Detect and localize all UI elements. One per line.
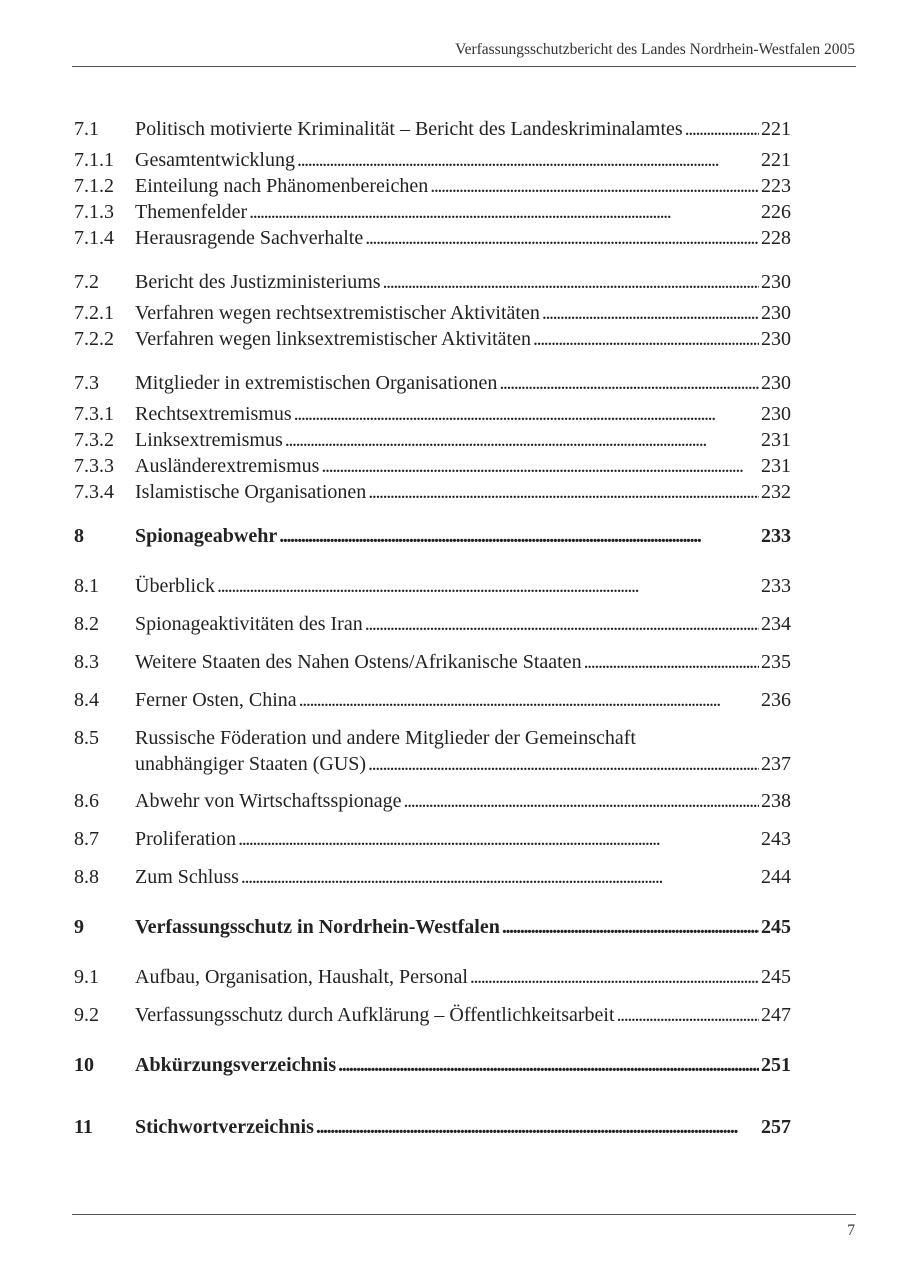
toc-entry-page: 230 bbox=[761, 328, 791, 350]
toc-entry-page: 228 bbox=[761, 227, 791, 249]
toc-entry-page: 251 bbox=[761, 1054, 791, 1076]
toc-entry-page: 230 bbox=[761, 403, 791, 425]
toc-entry-title: Spionageabwehr bbox=[135, 525, 278, 547]
toc-entry-9-1[interactable] bbox=[74, 965, 791, 989]
dot-leader bbox=[542, 301, 759, 325]
toc-entry-page: 231 bbox=[761, 455, 791, 477]
footer-rule bbox=[72, 1214, 856, 1215]
toc-entry-7-2[interactable] bbox=[74, 270, 791, 294]
toc-entry-number: 8.8 bbox=[74, 866, 99, 888]
toc-entry-7-2-2[interactable] bbox=[74, 327, 791, 351]
toc-entry-8-2[interactable] bbox=[74, 612, 791, 636]
toc-entry-7-2-1[interactable] bbox=[74, 301, 791, 325]
dot-leader bbox=[279, 524, 759, 548]
toc-entry-page: 257 bbox=[761, 1116, 791, 1138]
toc-entry-number: 7.3 bbox=[74, 372, 99, 394]
page-number: 7 bbox=[847, 1222, 855, 1239]
toc-entry-8-3[interactable] bbox=[74, 650, 791, 674]
toc-entry-number: 7.1.4 bbox=[74, 227, 114, 249]
toc-entry-number: 8.6 bbox=[74, 790, 99, 812]
toc-entry-page: 230 bbox=[761, 372, 791, 394]
header-rule bbox=[72, 66, 856, 67]
toc-entry-number: 8.4 bbox=[74, 689, 99, 711]
dot-leader bbox=[368, 480, 759, 504]
toc-entry-title: Linksextremismus bbox=[135, 429, 283, 451]
dot-leader bbox=[285, 428, 759, 452]
dot-leader bbox=[299, 688, 759, 712]
toc-entry-page: 243 bbox=[761, 828, 791, 850]
dot-leader bbox=[499, 371, 759, 395]
running-header: Verfassungsschutzbericht des Landes Nordrhein-Westfalen 2005 bbox=[455, 41, 855, 58]
dot-leader bbox=[383, 270, 759, 294]
toc-entry-title: Verfassungsschutz durch Aufklärung – Öffentlichkeitsarbeit bbox=[135, 1004, 615, 1026]
toc-entry-number: 8.1 bbox=[74, 575, 99, 597]
toc-entry-title: Weitere Staaten des Nahen Ostens/Afrikanische Staaten bbox=[135, 651, 582, 673]
toc-entry-11[interactable] bbox=[74, 1115, 791, 1139]
toc-entry-title: Rechtsextremismus bbox=[135, 403, 292, 425]
toc-entry-page: 236 bbox=[761, 689, 791, 711]
dot-leader bbox=[249, 200, 759, 224]
toc-entry-number: 9.1 bbox=[74, 966, 99, 988]
toc-entry-title: Islamistische Organisationen bbox=[135, 481, 367, 503]
toc-entry-7-3-4[interactable] bbox=[74, 480, 791, 504]
toc-entry-title: Herausragende Sachverhalte bbox=[135, 227, 364, 249]
toc-entry-8-6[interactable] bbox=[74, 789, 791, 813]
toc-entry-7-1-3[interactable] bbox=[74, 200, 791, 224]
toc-entry-title: Ausländerextremismus bbox=[135, 455, 320, 477]
toc-entry-7-3-3[interactable] bbox=[74, 454, 791, 478]
dot-leader bbox=[533, 327, 759, 351]
toc-entry-title: Aufbau, Organisation, Haushalt, Personal bbox=[135, 966, 468, 988]
dot-leader bbox=[316, 1115, 759, 1139]
toc-entry-number: 7.1 bbox=[74, 118, 99, 140]
toc-entry-title: Überblick bbox=[135, 575, 215, 597]
toc-entry-title: Zum Schluss bbox=[135, 866, 239, 888]
toc-entry-page: 245 bbox=[761, 916, 791, 938]
toc-entry-number: 7.3.1 bbox=[74, 403, 114, 425]
toc-entry-page: 234 bbox=[761, 613, 791, 635]
toc-entry-number: 7.3.2 bbox=[74, 429, 114, 451]
toc-entry-8-1[interactable] bbox=[74, 574, 791, 598]
toc-entry-number: 7.2.2 bbox=[74, 328, 114, 350]
toc-entry-10[interactable] bbox=[74, 1053, 791, 1077]
toc-entry-number: 7.3.4 bbox=[74, 481, 114, 503]
toc-entry-number: 7.2 bbox=[74, 271, 99, 293]
toc-entry-title: Mitglieder in extremistischen Organisationen bbox=[135, 372, 498, 394]
toc-entry-title: Verfahren wegen rechtsextremistischer Aktivitäten bbox=[135, 302, 540, 324]
toc-entry-7-3-1[interactable] bbox=[74, 402, 791, 426]
toc-entry-page: 244 bbox=[761, 866, 791, 888]
dot-leader bbox=[297, 148, 759, 172]
dot-leader bbox=[430, 174, 759, 198]
toc-entry-number: 7.1.3 bbox=[74, 201, 114, 223]
dot-leader bbox=[238, 827, 759, 851]
toc-entry-number: 8 bbox=[74, 525, 84, 547]
dot-leader bbox=[368, 752, 759, 776]
dot-leader bbox=[617, 1003, 759, 1027]
toc-entry-page: 247 bbox=[761, 1004, 791, 1026]
toc-entry-8-4[interactable] bbox=[74, 688, 791, 712]
dot-leader bbox=[365, 612, 759, 636]
toc-entry-7-1-4[interactable] bbox=[74, 226, 791, 250]
toc-entry-number: 7.2.1 bbox=[74, 302, 114, 324]
toc-entry-page: 233 bbox=[761, 525, 791, 547]
dot-leader bbox=[470, 965, 759, 989]
toc-entry-page: 221 bbox=[761, 118, 791, 140]
toc-entry-number: 9 bbox=[74, 916, 84, 938]
toc-entry-page: 226 bbox=[761, 201, 791, 223]
toc-entry-number: 8.5 bbox=[74, 727, 99, 749]
toc-entry-title: Abwehr von Wirtschaftsspionage bbox=[135, 790, 402, 812]
toc-entry-title: Abkürzungsverzeichnis bbox=[135, 1054, 337, 1076]
dot-leader bbox=[241, 865, 759, 889]
toc-entry-7-1-1[interactable] bbox=[74, 148, 791, 172]
toc-entry-title-line1: Russische Föderation und andere Mitglieder der Gemeinschaft bbox=[135, 727, 636, 749]
toc-entry-title: Themenfelder bbox=[135, 201, 248, 223]
toc-entry-title: Proliferation bbox=[135, 828, 237, 850]
dot-leader bbox=[294, 402, 759, 426]
toc-entry-title: Gesamtentwicklung bbox=[135, 149, 295, 171]
toc-entry-number: 8.7 bbox=[74, 828, 99, 850]
toc-entry-7-3[interactable] bbox=[74, 371, 791, 395]
toc-entry-number: 7.1.2 bbox=[74, 175, 114, 197]
toc-entry-title: Ferner Osten, China bbox=[135, 689, 297, 711]
toc-entry-title: unabhängiger Staaten (GUS) bbox=[135, 753, 367, 775]
toc-entry-page: 237 bbox=[761, 753, 791, 775]
toc-entry-8-8[interactable] bbox=[74, 865, 791, 889]
toc-entry-7-1-2[interactable] bbox=[74, 174, 791, 198]
toc-entry-number: 7.1.1 bbox=[74, 149, 114, 171]
toc-entry-title: Stichwortverzeichnis bbox=[135, 1116, 314, 1138]
toc-entry-title: Spionageaktivitäten des Iran bbox=[135, 613, 363, 635]
toc-entry-title: Verfassungsschutz in Nordrhein-Westfalen bbox=[135, 916, 500, 938]
toc-entry-number: 7.3.3 bbox=[74, 455, 114, 477]
toc-entry-8-7[interactable] bbox=[74, 827, 791, 851]
toc-entry-number: 11 bbox=[74, 1116, 93, 1138]
toc-entry-7-3-2[interactable] bbox=[74, 428, 791, 452]
toc-entry-page: 231 bbox=[761, 429, 791, 451]
toc-entry-title: Einteilung nach Phänomenbereichen bbox=[135, 175, 429, 197]
toc-entry-8[interactable] bbox=[74, 524, 791, 548]
toc-entry-title: Politisch motivierte Kriminalität – Bericht des Landeskriminalamtes bbox=[135, 118, 683, 140]
dot-leader bbox=[502, 915, 759, 939]
toc-entry-7-1[interactable] bbox=[74, 117, 791, 141]
toc-entry-page: 230 bbox=[761, 271, 791, 293]
toc-entry-number: 9.2 bbox=[74, 1004, 99, 1026]
toc-entry-number: 10 bbox=[74, 1054, 94, 1076]
toc-entry-page: 235 bbox=[761, 651, 791, 673]
toc-entry-page: 238 bbox=[761, 790, 791, 812]
toc-entry-title: Bericht des Justizministeriums bbox=[135, 271, 381, 293]
toc-entry-9-2[interactable] bbox=[74, 1003, 791, 1027]
dot-leader bbox=[404, 789, 759, 813]
dot-leader bbox=[321, 454, 759, 478]
dot-leader bbox=[338, 1053, 759, 1077]
toc-entry-number: 8.2 bbox=[74, 613, 99, 635]
toc-entry-page: 232 bbox=[761, 481, 791, 503]
toc-entry-number: 8.3 bbox=[74, 651, 99, 673]
dot-leader bbox=[365, 226, 759, 250]
toc-entry-page: 221 bbox=[761, 149, 791, 171]
dot-leader bbox=[217, 574, 759, 598]
toc-entry-page: 233 bbox=[761, 575, 791, 597]
dot-leader bbox=[584, 650, 759, 674]
dot-leader bbox=[685, 117, 759, 141]
toc-entry-title: Verfahren wegen linksextremistischer Aktivitäten bbox=[135, 328, 531, 350]
toc-entry-8-5[interactable] bbox=[74, 726, 791, 776]
toc-entry-page: 230 bbox=[761, 302, 791, 324]
toc-entry-9[interactable] bbox=[74, 915, 791, 939]
toc-entry-page: 223 bbox=[761, 175, 791, 197]
toc-entry-page: 245 bbox=[761, 966, 791, 988]
